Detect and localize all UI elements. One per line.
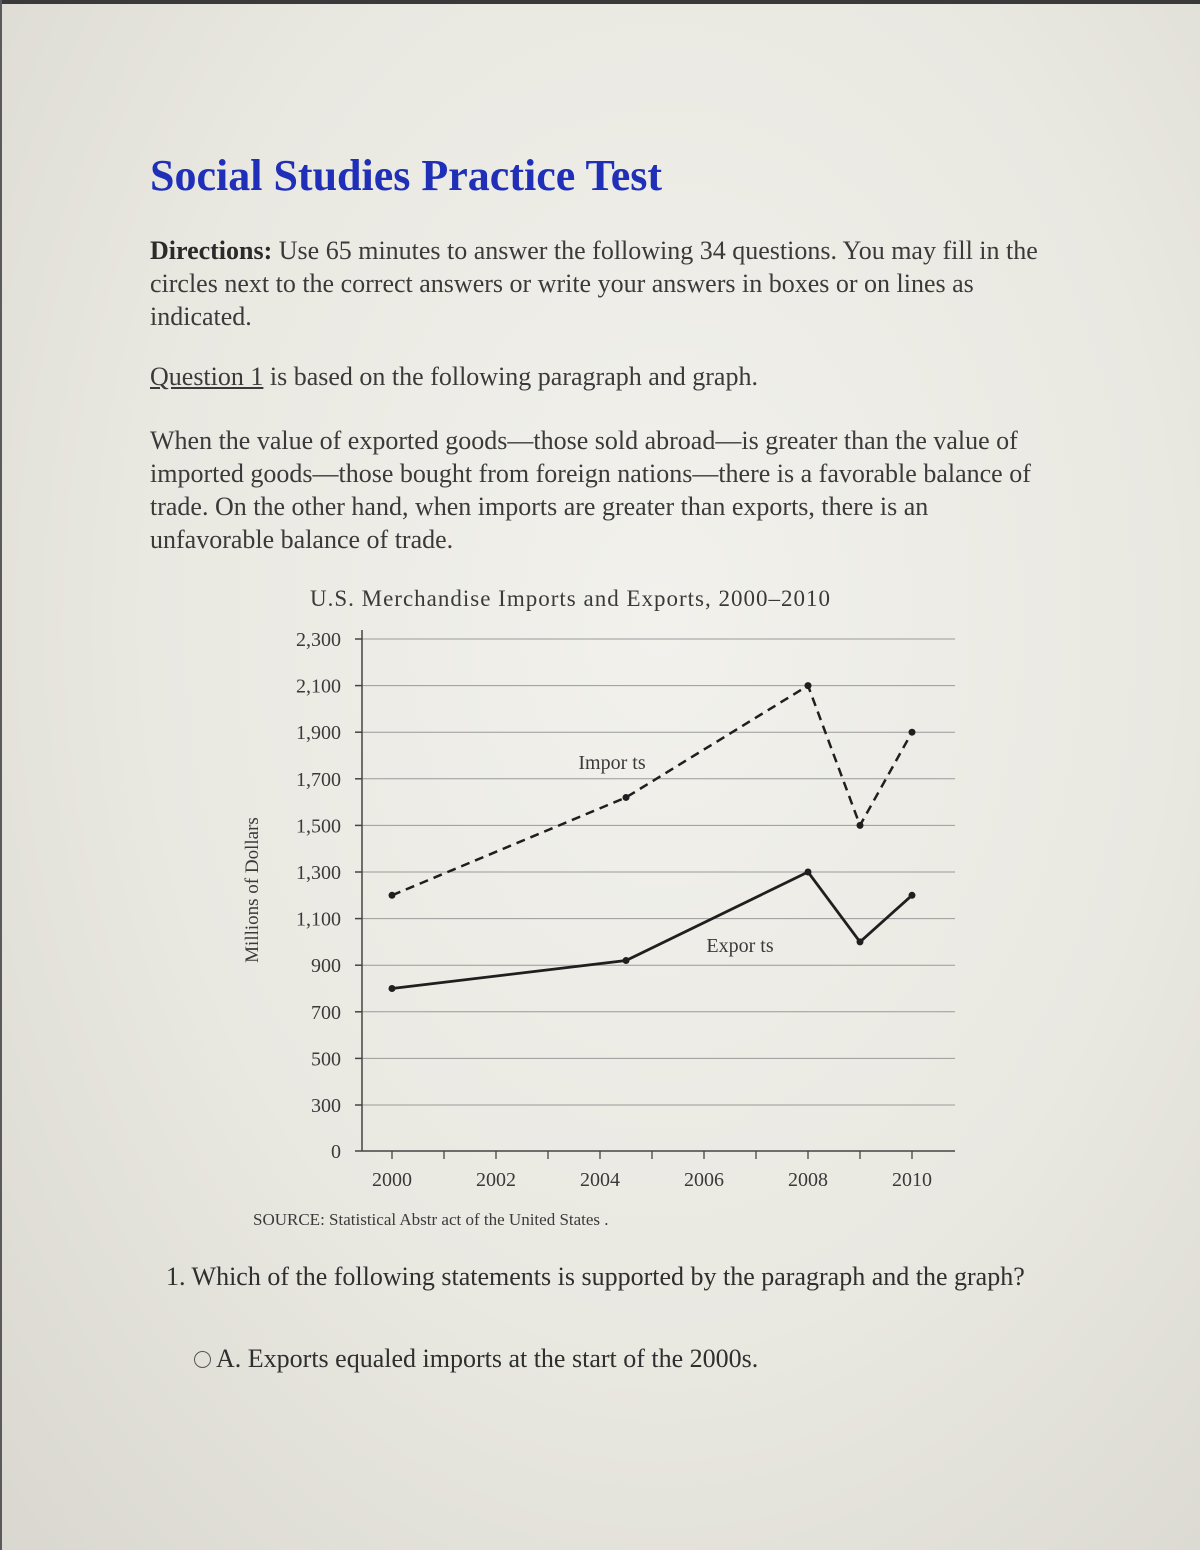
imports-line xyxy=(392,686,912,896)
option-a-radio[interactable] xyxy=(194,1351,211,1368)
imports-point xyxy=(909,729,916,736)
y-tick-label: 0 xyxy=(331,1141,341,1163)
chart-series xyxy=(389,682,916,992)
question-intro-text: is based on the following paragraph and graph. xyxy=(263,362,758,391)
imports-point xyxy=(389,892,396,899)
exports-point xyxy=(909,892,916,899)
y-tick-label: 500 xyxy=(311,1048,341,1071)
y-tick-label: 700 xyxy=(311,1001,341,1024)
x-tick-label: 2008 xyxy=(788,1169,828,1191)
y-tick-label: 1,500 xyxy=(296,815,341,838)
y-axis-label: Millions of Dollars xyxy=(242,817,263,963)
x-tick-label: 2000 xyxy=(372,1169,412,1191)
chart-title: U.S. Merchandise Imports and Exports, 2000–2010 xyxy=(310,586,831,611)
exports-point xyxy=(805,869,812,876)
chart-source: SOURCE: Statistical Abstr act of the United States . xyxy=(253,1210,609,1229)
question-1 xyxy=(166,1260,1046,1294)
option-a-label: A. Exports equaled imports at the start of the 2000s. xyxy=(216,1344,759,1373)
reading-paragraph: When the value of exported goods—those sold abroad—is greater than the value of imported goods—those bought from foreign nations—there is a favorable balance of trade. On the other hand, when imports are greater than exports, there is an unfavorable balance of trade. xyxy=(150,426,1031,554)
exports-point xyxy=(857,938,864,945)
y-tick-label: 1,100 xyxy=(296,908,341,931)
question-1-reference: Question 1 xyxy=(150,362,264,391)
imports-annotation: Impor ts xyxy=(578,752,646,774)
exports-point xyxy=(389,985,396,992)
answer-option-a[interactable] xyxy=(194,1344,758,1374)
y-tick-label: 1,700 xyxy=(296,768,341,791)
x-tick-label: 2010 xyxy=(892,1169,932,1191)
y-axis-ticks xyxy=(296,629,362,1163)
y-tick-label: 1,300 xyxy=(296,862,341,884)
page-title: Social Studies Practice Test xyxy=(150,151,663,200)
question-1-text: 1. Which of the following statements is supported by the paragraph and the graph? xyxy=(166,1262,1025,1291)
directions-text: Use 65 minutes to answer the following 34 questions. You may fill in the circles next to the correct answers or write your answers in boxes or on lines as indicated. xyxy=(150,236,1038,331)
y-tick-label: 2,100 xyxy=(296,675,341,698)
chart-axes xyxy=(362,630,955,1151)
y-tick-label: 1,900 xyxy=(296,722,341,745)
y-tick-label: 300 xyxy=(311,1095,341,1117)
imports-point xyxy=(623,794,630,801)
exports-point xyxy=(623,957,630,964)
x-tick-label: 2004 xyxy=(580,1169,620,1191)
x-tick-label: 2006 xyxy=(684,1169,724,1191)
imports-point xyxy=(857,822,864,829)
exports-line xyxy=(392,872,912,989)
exports-annotation: Expor ts xyxy=(706,935,774,957)
imports-point xyxy=(805,682,812,689)
x-tick-label: 2002 xyxy=(476,1169,516,1191)
y-tick-label: 2,300 xyxy=(296,629,341,651)
directions-label: Directions: xyxy=(150,236,273,265)
y-tick-label: 900 xyxy=(311,955,341,978)
x-axis-ticks xyxy=(372,1151,932,1191)
